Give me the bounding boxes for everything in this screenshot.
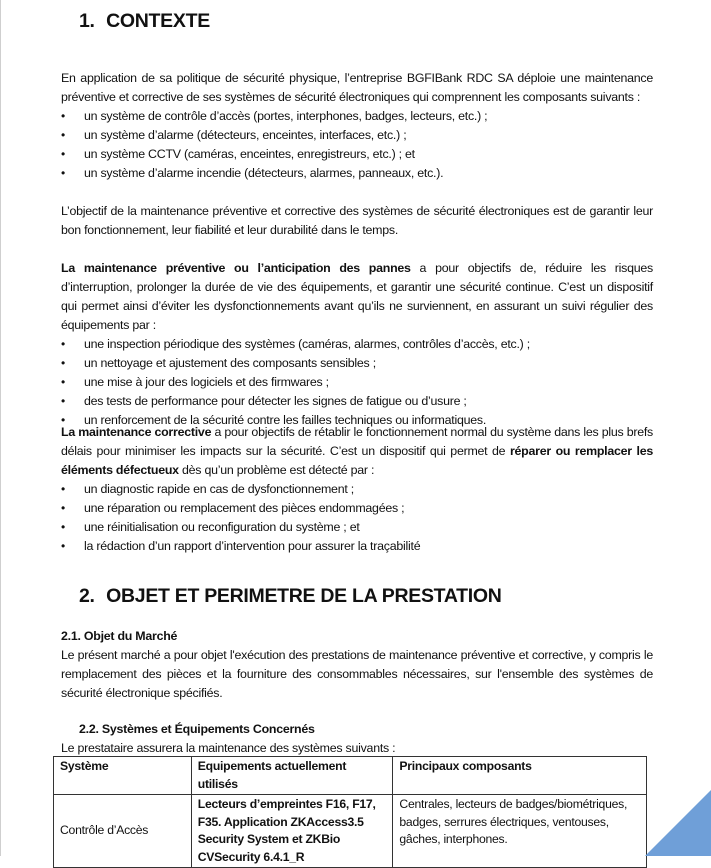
table-header-row: [54, 757, 647, 795]
table-cell-components: Centrales, lecteurs de badges/biométriques, badges, serrures électriques, ventouses, gâches, interphones.: [393, 795, 647, 868]
section-2-heading: [79, 584, 502, 608]
intro-block: [61, 69, 653, 183]
objective-block: [61, 202, 653, 240]
list-item: • la rédaction d’un rapport d’intervention pour assurer la traçabilité: [61, 537, 653, 556]
table-header-components: Principaux composants: [393, 757, 647, 795]
page-corner-accent: [645, 790, 711, 856]
section-1-number: 1.: [79, 10, 95, 32]
section-2-2-block: [61, 720, 653, 758]
intro-paragraph: En application de sa politique de sécurité physique, l’entreprise BGFIBank RDC SA déploie une maintenance préventive et corrective de ses systèmes de sécurité électroniques qui comprennent les composants suivants :: [61, 71, 653, 104]
section-2-2-title: 2.2. Systèmes et Équipements Concernés: [79, 722, 315, 736]
section-2-number: 2.: [79, 585, 95, 607]
corrective-block: [61, 423, 653, 556]
preventive-list: [61, 335, 653, 430]
list-item: • un système d’alarme (détecteurs, enceintes, interfaces, etc.) ;: [61, 126, 653, 145]
corrective-bold: La maintenance corrective: [61, 425, 212, 439]
list-item: • un diagnostic rapide en cas de dysfonctionnement ;: [61, 480, 653, 499]
table-cell-system: Contrôle d’Accès: [54, 795, 192, 868]
preventive-block: [61, 259, 653, 430]
list-item: • une inspection périodique des systèmes (caméras, alarmes, contrôles d’accès, etc.) ;: [61, 335, 653, 354]
corrective-bold-2: réparer ou remplacer les éléments défectueux: [61, 444, 654, 477]
preventive-text: a pour objectifs de, réduire les risques d’interruption, prolonger la durée de vie des équipements, et garantir une sécurité continue. C’est un dispositif qui permet ainsi d’éviter les dysfonctionnements avant qu’ils ne surviennent, en assurant un suivi régulier des équipements par :: [61, 261, 653, 332]
section-2-2-paragraph: Le prestataire assurera la maintenance des systèmes suivants :: [61, 741, 396, 755]
section-2-1-block: [61, 627, 653, 703]
corrective-paragraph: [61, 423, 653, 480]
preventive-bold: La maintenance préventive ou l’anticipation des pannes: [61, 261, 411, 275]
section-1-heading: [79, 9, 210, 33]
preventive-paragraph: [61, 259, 653, 335]
systems-table: [53, 756, 647, 868]
corrective-text: a pour objectifs de rétablir le fonctionnement normal du système dans les plus brefs délais pour minimiser les impacts sur la sécurité. C’est un dispositif qui permet de: [61, 425, 653, 458]
list-item: • une réparation ou remplacement des pièces endommagées ;: [61, 499, 653, 518]
list-item: • un renforcement de la sécurité contre les failles techniques ou informatiques.: [61, 411, 653, 430]
section-2-title: OBJET ET PERIMETRE DE LA PRESTATION: [106, 585, 502, 607]
table-row: [54, 795, 647, 868]
list-item: • un nettoyage et ajustement des composants sensibles ;: [61, 354, 653, 373]
table-header-system: Système: [54, 757, 192, 795]
corrective-list: [61, 480, 653, 556]
section-1-title: CONTEXTE: [106, 10, 210, 32]
section-2-1-title: 2.1. Objet du Marché: [61, 629, 178, 643]
table-header-equipment: Equipements actuellement utilisés: [191, 757, 393, 795]
objective-paragraph: L’objectif de la maintenance préventive et corrective des systèmes de sécurité électroniques est de garantir leur bon fonctionnement, leur fiabilité et leur durabilité dans le temps.: [61, 204, 653, 237]
list-item: • une mise à jour des logiciels et des firmwares ;: [61, 373, 653, 392]
list-item: • des tests de performance pour détecter les signes de fatigue ou d’usure ;: [61, 392, 653, 411]
list-item: • un système de contrôle d’accès (portes, interphones, badges, lecteurs, etc.) ;: [61, 107, 653, 126]
list-item: • un système d’alarme incendie (détecteurs, alarmes, panneaux, etc.).: [61, 164, 653, 183]
corrective-text-2: dès qu’un problème est détecté par :: [178, 463, 375, 477]
components-list: [61, 107, 653, 183]
list-item: • un système CCTV (caméras, enceintes, enregistreurs, etc.) ; et: [61, 145, 653, 164]
section-2-1-paragraph: Le présent marché a pour objet l'exécution des prestations de maintenance préventive et corrective, y compris le remplacement des pièces et la fourniture des consommables nécessaires, sur l'ensemble des systèmes de sécurité électronique spécifiés.: [61, 648, 653, 700]
list-item: • une réinitialisation ou reconfiguration du système ; et: [61, 518, 653, 537]
table-cell-equipment: Lecteurs d’empreintes F16, F17, F35. Application ZKAccess3.5 Security System et ZKBio CVSecurity 6.4.1_R: [191, 795, 393, 868]
